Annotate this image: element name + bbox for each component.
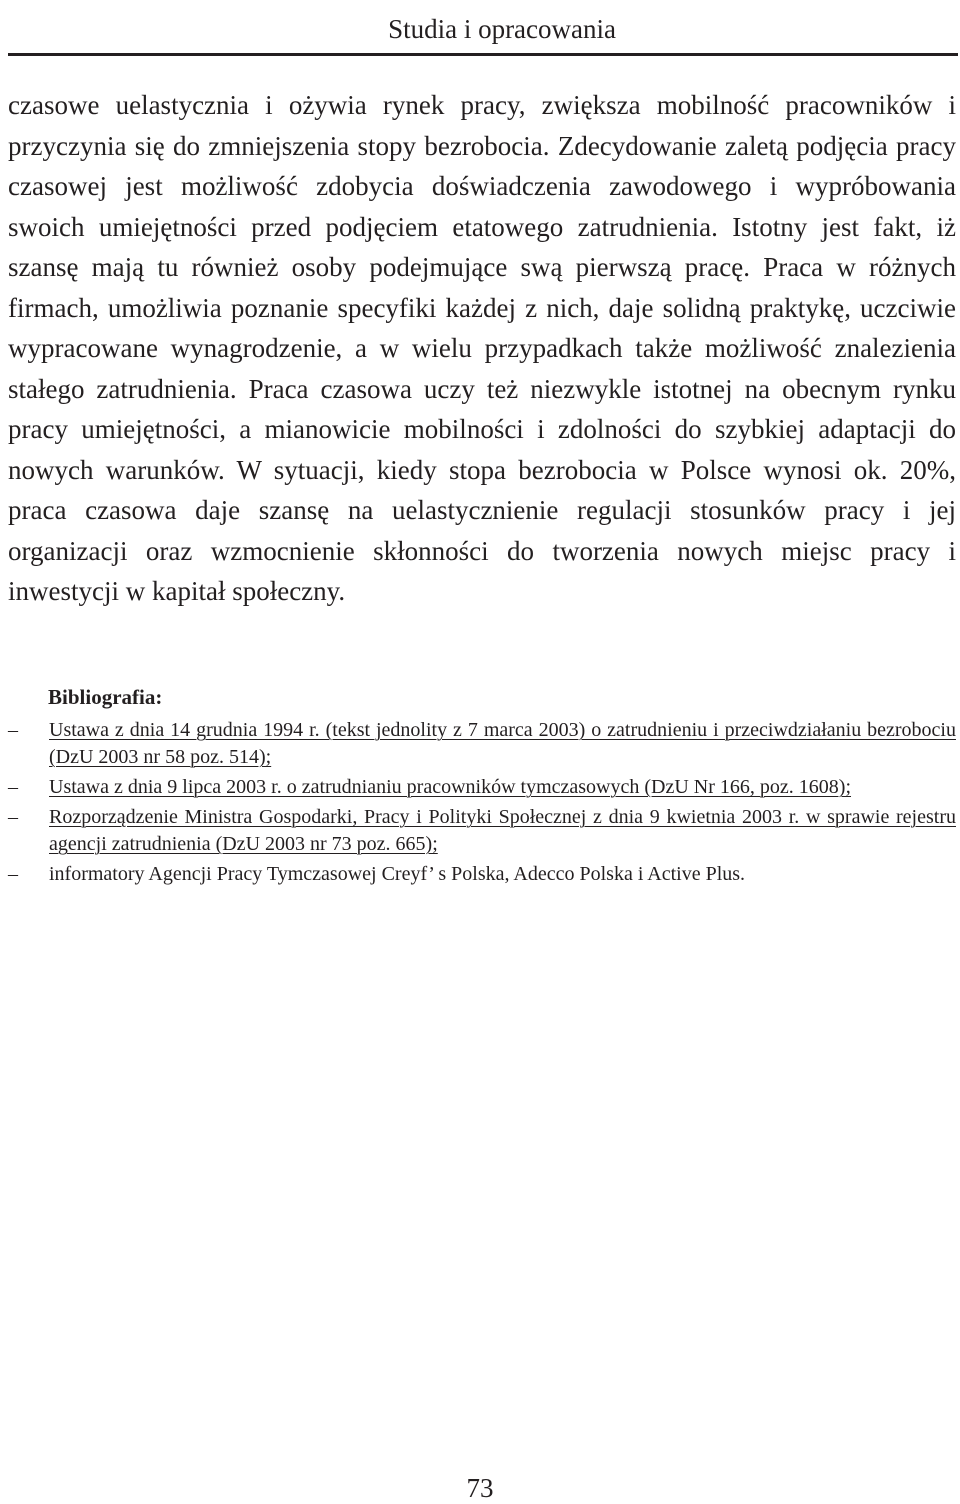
body-paragraph: czasowe uelastycznia i ożywia rynek pracy, zwiększa mobilność pracowników i przyczynia się do zmniejszenia stopy bezrobocia. Zdecydowanie zaletą podjęcia pracy czasowej jest możliwość zdobycia doświadczenia zawodowego i wypróbowania swoich umiejętności przed podjęciem etatowego zatrudnienia. Istotny jest fakt, iż szansę mają tu również osoby podejmujące swą pierwszą pracę. Praca w różnych firmach, umożliwia poznanie specyfiki każdej z nich, daje solidną praktykę, uczciwie wypracowane wynagrodzenie, a w wielu przypadkach także możliwość znalezienia stałego zatrudnienia. Praca czasowa uczy też niezwykle istotnej na obecnym rynku pracy umiejętności, a mianowicie mobilności i zdolności do szybkiej adaptacji do nowych warunków. W sytuacji, kiedy stopa bezrobocia w Polsce wynosi ok. 20%, praca czasowa daje szansę na uelastycznienie regulacji stosunków pracy i jej organizacji oraz wzmocnienie skłonności do tworzenia nowych miejsc pracy i inwestycji w kapitał społeczny. — [8, 90, 956, 606]
list-dash: – — [8, 719, 18, 741]
running-title: Studia i opracowania — [388, 14, 616, 44]
bibliography-link-rozporzadzenie[interactable]: Rozporządzenie Ministra Gospodarki, Pracy i Polityki Społecznej z dnia 9 kwietnia 2003 r. w sprawie rejestru agencji zatrudnienia (DzU 2003 nr 73 poz. 665); — [49, 806, 956, 855]
bibliography-section — [8, 683, 956, 888]
bibliography-item — [8, 804, 956, 858]
bibliography-heading: Bibliografia: — [48, 685, 163, 709]
running-header — [0, 10, 960, 48]
bibliography-list — [8, 717, 956, 888]
list-dash: – — [8, 806, 18, 828]
list-dash: – — [8, 863, 18, 885]
bibliography-item — [8, 717, 956, 771]
bibliography-link-ustawa-1994[interactable]: Ustawa z dnia 14 grudnia 1994 r. (tekst jednolity z 7 marca 2003) o zatrudnieniu i przeciwdziałaniu bezrobociu (DzU 2003 nr 58 poz. 514); — [49, 719, 956, 768]
list-dash: – — [8, 776, 18, 798]
header-rule — [8, 53, 958, 56]
bibliography-link-ustawa-2003[interactable]: Ustawa z dnia 9 lipca 2003 r. o zatrudnianiu pracowników tymczasowych (DzU Nr 166, poz. 1608); — [49, 776, 852, 798]
bibliography-item — [8, 774, 956, 801]
bibliography-item-text: informatory Agencji Pracy Tymczasowej Creyf’ s Polska, Adecco Polska i Active Plus. — [49, 863, 746, 885]
bibliography-item — [8, 861, 956, 888]
page-number: 73 — [466, 1473, 494, 1503]
